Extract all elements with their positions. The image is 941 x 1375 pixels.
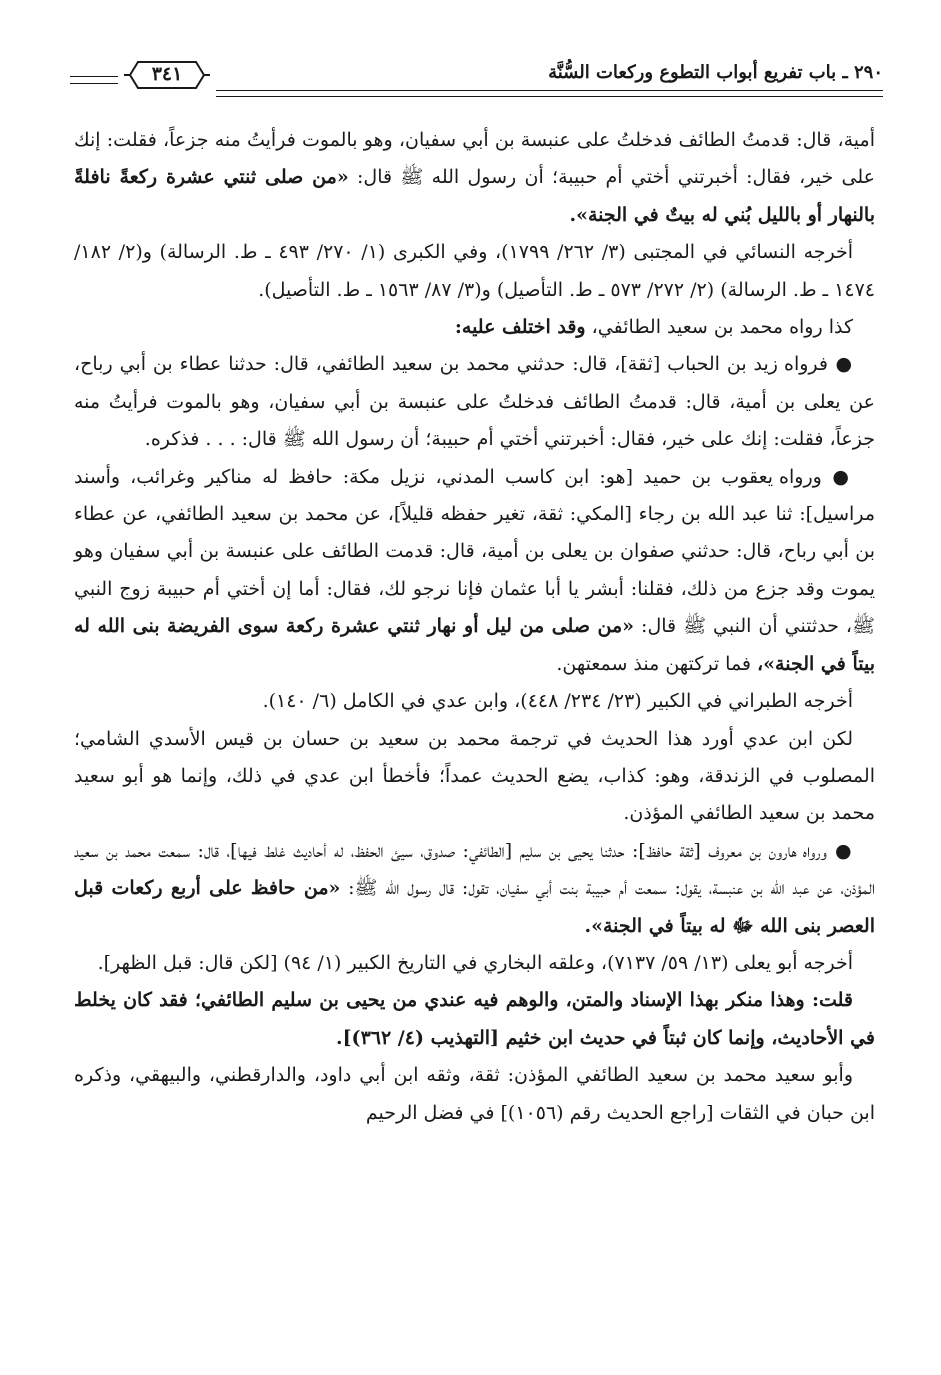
paragraph: [74, 346, 875, 458]
bold-text: «من صلى من ليل أو نهار ثنتي عشرة ركعة سوى الفريضة بنى الله له بيتاً في الجنة»،: [74, 615, 875, 675]
paragraph: [74, 1057, 875, 1132]
bullet-icon: ●: [826, 839, 853, 862]
text-run: كذا رواه محمد بن سعيد الطائفي،: [585, 316, 853, 339]
paragraph: [74, 234, 875, 309]
text-run: فرواه زيد بن الحباب [ثقة]، قال: حدثني محمد بن سعيد الطائفي، قال: حدثنا عطاء بن أبي رباح، عن يعلى بن أمية، قال: قدمتُ الطائف فدخلتُ على عنبسة بن أبي سفيان، وهو بالموت فرأيتُ منه جزعاً، فقلت: إنك على خير، فقال: أخبرتني أختي أم حبيبة؛ أن رسول الله ﷺ قال: . . . فذكره.: [74, 353, 875, 451]
bold-text: «من حافظ على أربع ركعات قبل العصر بنى الله ﷻ له بيتاً في الجنة».: [74, 877, 875, 937]
text-run: ورواه هارون بن معروف [ثقة حافظ]: حدثنا يحيى بن سليم [الطائفي: صدوق، سيئ الحفظ، له أحاديث غلط فيها]، قال: سمعت محمد بن سعيد المؤذن، عن عبد الله بن عنبسة، يقول: سمعت أم حبيبة بنت أبي سفيان، تقول: قال رسول الله ﷺ:: [74, 839, 875, 900]
header-rule-left: [70, 76, 118, 84]
paragraph: [74, 833, 875, 945]
bullet-icon: ●: [828, 353, 854, 376]
text-run: أخرجه أبو يعلى (١٣/ ٥٩/ ٧١٣٧)، وعلقه البخاري في التاريخ الكبير (١/ ٩٤) [لكن قال: قبل الظهر].: [97, 951, 853, 974]
paragraph: [74, 309, 875, 346]
bullet-icon: ●: [821, 465, 853, 488]
paragraph: [74, 122, 875, 234]
paragraph: [74, 982, 875, 1057]
text-run: وأبو سعيد محمد بن سعيد الطائفي المؤذن: ثقة، وثقه ابن أبي داود، والدارقطني، والبيهقي، وذكره ابن حبان في الثقات [راجع الحديث رقم (١٠٥٦)] في فضل الرحيم: [74, 1064, 875, 1124]
running-title: ٢٩٠ ـ باب تفريع أبواب التطوع وركعات السُّنَّة: [548, 62, 883, 83]
bold-text: «من صلى ثنتي عشرة ركعةً نافلةً بالنهار أو بالليل بُني له بيتٌ في الجنة».: [74, 166, 875, 226]
text-run: أخرجه الطبراني في الكبير (٢٣/ ٢٣٤/ ٤٤٨)، وابن عدي في الكامل (٦/ ١٤٠).: [262, 690, 853, 713]
paragraph: [74, 945, 875, 982]
body-text: [74, 122, 875, 1132]
text-run: ورواه يعقوب بن حميد [هو: ابن كاسب المدني، نزيل مكة: حافظ له مناكير وغرائب، وأسند مراسيل]: ثنا عبد الله بن رجاء [المكي: ثقة، تغير حفظه قليلاً]، عن محمد بن سعيد الطائفي، عن عطاء بن أبي رباح، قال: حدثني صفوان بن يعلى بن أمية، قال: قدمت الطائف على عنبسة بن أبي سفيان وهو يموت وقد جزع من ذلك، فقلنا: أبشر يا أبا عثمان فإنا نرجو لك، فقال: أما إن أختي أم حبيبة زوج النبي ﷺ، حدثتني أن النبي ﷺ قال:: [74, 465, 875, 638]
text-run: أمية، قال: قدمتُ الطائف فدخلتُ على عنبسة بن أبي سفيان، وهو بالموت فرأيتُ منه جزعاً، فقلت: إنك على خير، فقال: أخبرتني أختي أم حبيبة؛ أن رسول الله ﷺ قال:: [74, 129, 876, 189]
page-number: ٣٤١: [151, 63, 183, 85]
text-run: فما تركتهن منذ سمعتهن.: [556, 652, 758, 675]
bold-text: وقد اختلف عليه:: [454, 316, 586, 339]
text-run: أخرجه النسائي في المجتبى (٣/ ٢٦٢/ ١٧٩٩)، وفي الكبرى (١/ ٢٧٠/ ٤٩٣ ـ ط. الرسالة) و(٢/ ١٨٢/ ١٤٧٤ ـ ط. الرسالة) (٢/ ٢٧٢/ ٥٧٣ ـ ط. التأصيل) و(٣/ ٨٧/ ١٥٦٣ ـ ط. التأصيل).: [74, 241, 875, 301]
page-header: [70, 56, 883, 98]
bold-text: قلت: وهذا منكر بهذا الإسناد والمتن، والوهم فيه عندي من يحيى بن سليم الطائفي؛ فقد كان يخلط في الأحاديث، وإنما كان ثبتاً في حديث ابن خثيم [التهذيب (٤/ ٣٦٢)].: [74, 989, 875, 1049]
paragraph: [74, 459, 875, 683]
text-run: لكن ابن عدي أورد هذا الحديث في ترجمة محمد بن سعيد بن حسان بن قيس الأسدي الشامي؛ المصلوب في الزندقة، وهو: كذاب، يضع الحديث عمداً؛ فأخطأ ابن عدي في ذلك، وإنما هو أبو سعيد محمد بن سعيد الطائفي المؤذن.: [74, 727, 875, 825]
paragraph: [74, 721, 875, 833]
page-number-badge: [122, 60, 212, 90]
header-rule: [216, 90, 883, 97]
paragraph: [74, 683, 875, 720]
